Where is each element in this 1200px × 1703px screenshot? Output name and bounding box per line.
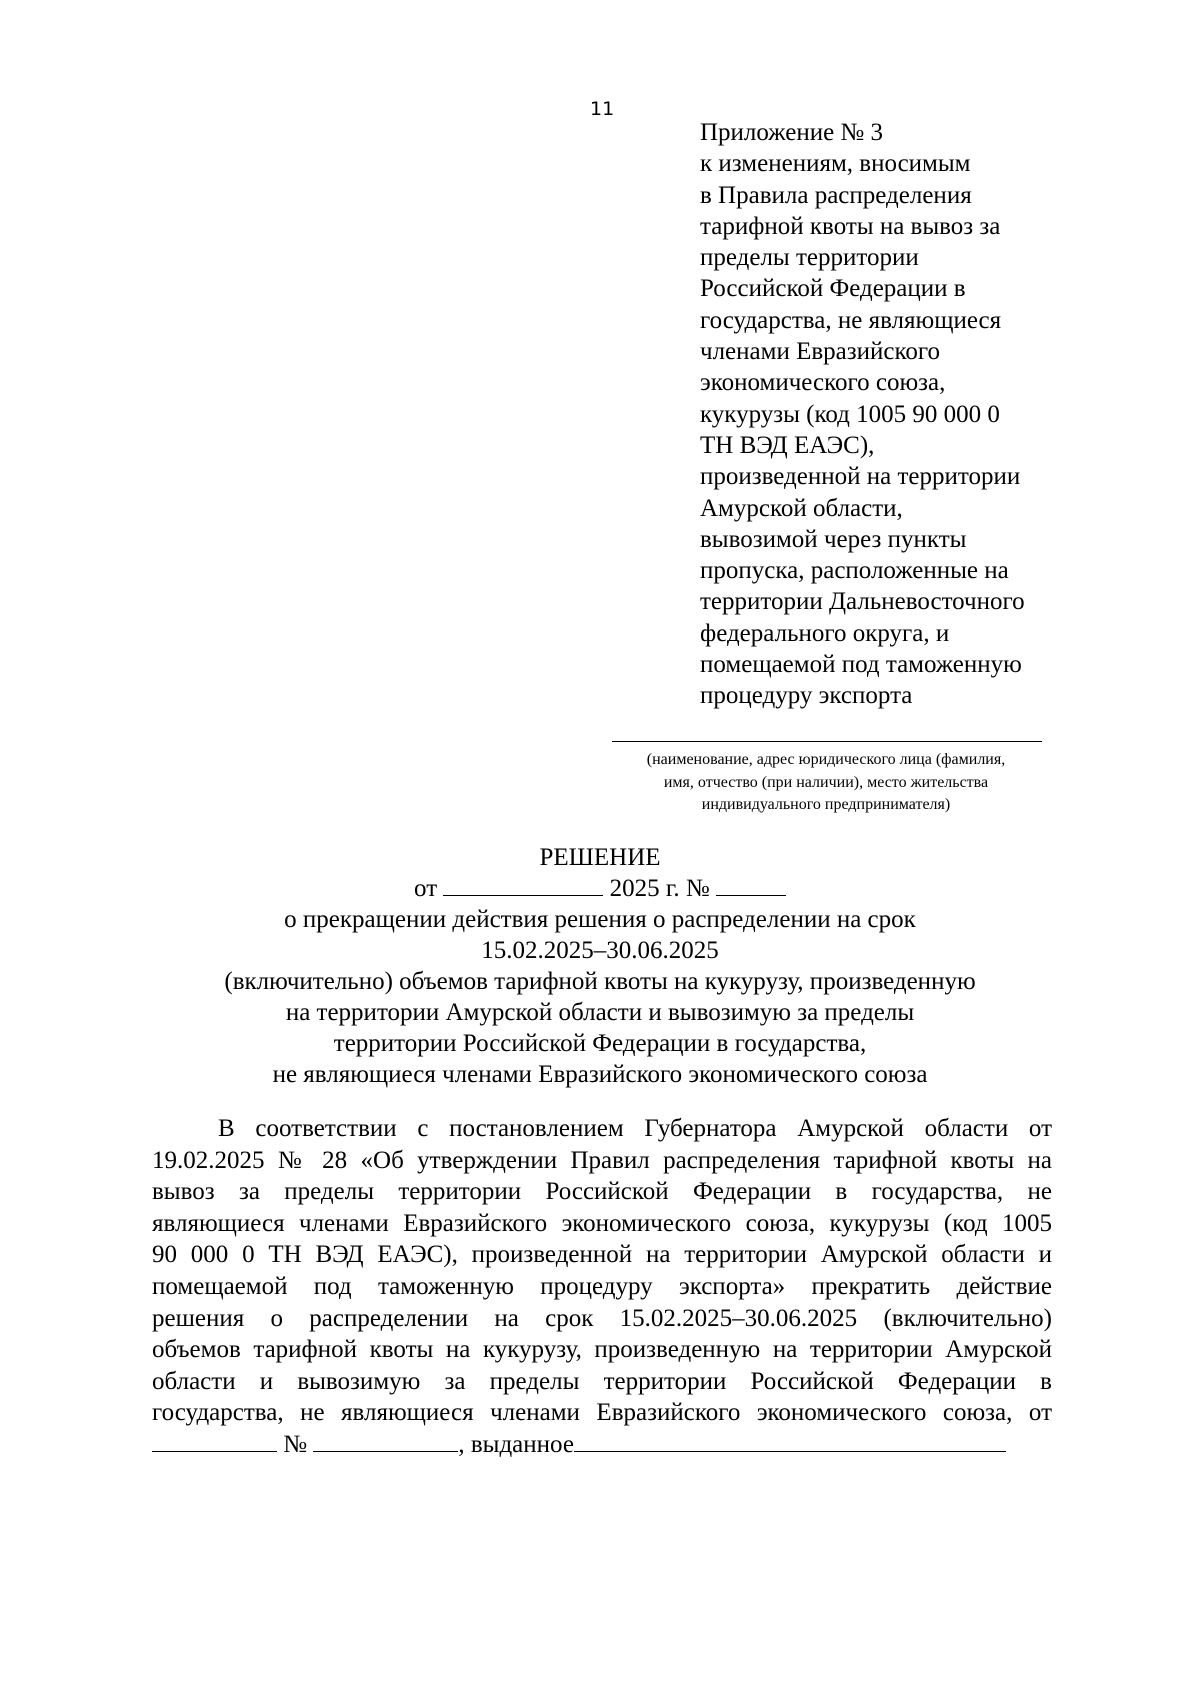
year-number-label: 2025 г. № [609,875,710,902]
body-line: 19.02.2025 № 28 «Об утверждении Правил распределения тарифной квоты на [152,1146,1052,1174]
applicant-caption [600,749,1052,817]
body-line: В соответствии с постановлением Губернатора Амурской области от [218,1115,1052,1142]
body-paragraph [152,1113,1052,1461]
body-line: 90 000 0 ТН ВЭД ЕАЭС), произведенной на территории Амурской области и [152,1241,1052,1269]
body-line: объемов тарифной квоты на кукурузу, произведенную на территории Амурской [152,1336,1052,1364]
appendix-line: федерального округа, и [700,619,950,647]
page-number: 11 [590,98,615,120]
appendix-line: пределы территории [700,244,919,272]
appendix-line: помещаемой под таможенную [700,651,1022,679]
body-line: государства, не являющиеся членами Евразийского экономического союза, от [152,1399,1052,1427]
date-blank [152,1429,277,1452]
appendix-line: произведенной на территории [700,463,1021,491]
appendix-line: Российской Федерации в [700,275,966,303]
decision-subject-line: (включительно) объемов тарифной квоты на кукурузу, произведенную [224,968,976,995]
body-line: вывоз за пределы территории Российской Федерации в государства, не [152,1178,1052,1206]
decision-subject-line: о прекращении действия решения о распределении на срок [284,906,916,933]
date-blank [443,873,603,896]
decision-title-block [150,842,1050,1090]
body-line: помещаемой под таможенную процедуру экспорта» прекратить действие [152,1272,1052,1300]
issued-label: , выданное [458,1430,574,1458]
number-blank [716,873,786,896]
decision-subject-line: территории Российской Федерации в государства, [333,1030,867,1057]
appendix-line: в Правила распределения [700,181,972,209]
appendix-header [700,117,1120,712]
appendix-line: к изменениям, вносимым [700,150,971,178]
caption-line: имя, отчество (при наличии), место жительства [663,773,989,791]
body-line: являющиеся членами Евразийского экономического союза, кукурузы (код 1005 [152,1209,1052,1237]
appendix-line: членами Евразийского [700,338,940,366]
appendix-line: государства, не являющиеся [700,306,1002,334]
appendix-line: тарифной квоты на вывоз за [700,212,1001,240]
decision-subject-line: 15.02.2025–30.06.2025 [481,937,719,964]
number-blank [313,1429,458,1452]
decision-heading: РЕШЕНИЕ [539,844,661,871]
appendix-line: Амурской области, [700,494,903,522]
appendix-line: территории Дальневосточного [700,588,1025,616]
body-line: области и вывозимую за пределы территории Российской Федерации в [152,1367,1052,1395]
body-last-line [152,1429,1052,1461]
caption-line: индивидуального предпринимателя) [701,796,951,813]
issuer-blank [574,1429,1006,1452]
appendix-line: экономического союза, [700,369,946,397]
decision-subject-line: на территории Амурской области и вывозимую за пределы [285,999,915,1026]
appendix-line: кукурузы (код 1005 90 000 0 [700,400,1000,428]
decision-subject-line: не являющиеся членами Евразийского экономического союза [272,1061,928,1088]
decision-date-line [150,873,1050,904]
number-sign: № [283,1430,308,1458]
appendix-line: вывозимой через пункты [700,525,967,553]
appendix-line: процедуру экспорта [700,682,913,710]
appendix-line: пропуска, расположенные на [700,557,1009,585]
body-line: решения о распределении на срок 15.02.2025–30.06.2025 (включительно) [152,1304,1052,1332]
applicant-blank-line [612,741,1042,742]
caption-line: (наименование, адрес юридического лица (фамилия, [646,751,1006,768]
appendix-line: Приложение № 3 [700,119,884,146]
appendix-line: ТН ВЭД ЕАЭС), [700,431,875,459]
date-prefix: от [414,875,438,902]
